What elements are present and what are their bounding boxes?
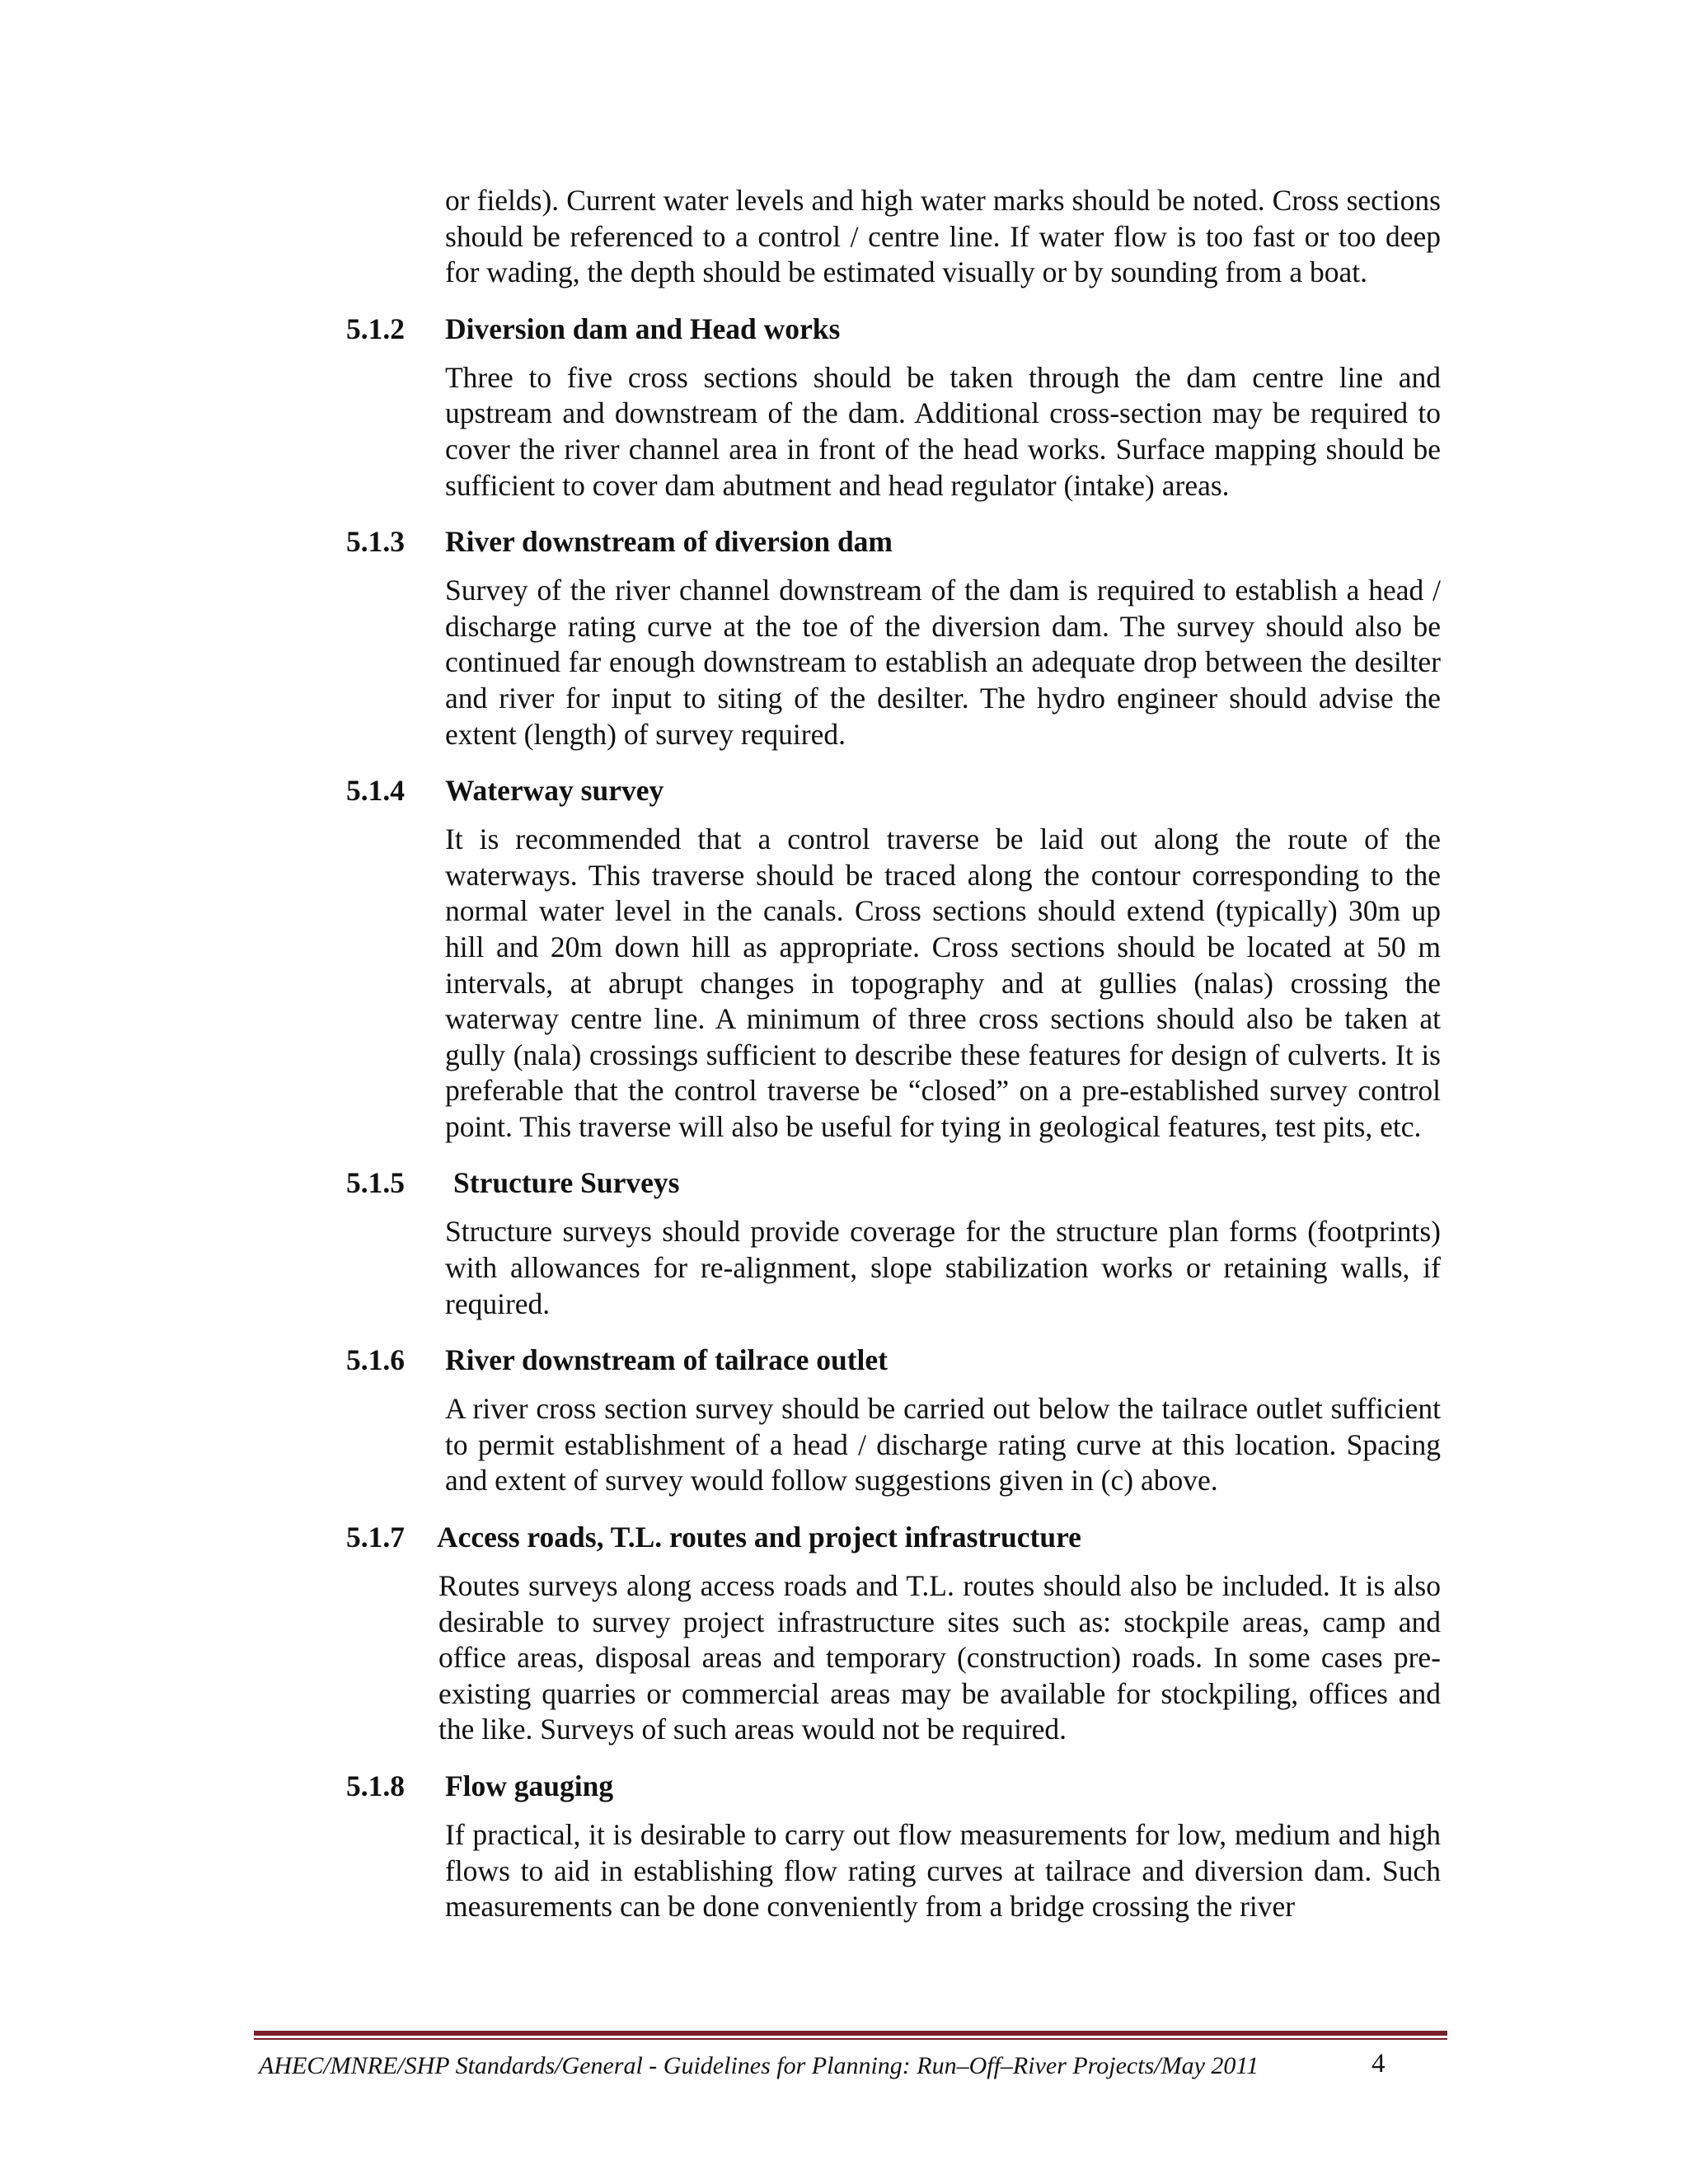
- section-number: 5.1.2: [346, 312, 405, 345]
- section-heading: [346, 1519, 1441, 1555]
- page-number: 4: [1372, 2049, 1386, 2079]
- section-number: 5.1.6: [346, 1343, 405, 1377]
- section-heading: [346, 1342, 1441, 1378]
- section-number: 5.1.8: [346, 1769, 405, 1802]
- section-heading: [346, 1165, 1441, 1201]
- section-title: Flow gauging: [445, 1769, 614, 1802]
- section-title: Diversion dam and Head works: [445, 312, 841, 345]
- section-number: 5.1.7: [346, 1521, 405, 1554]
- footer-text: AHEC/MNRE/SHP Standards/General - Guidelines for Planning: Run–Off–River Projects/May 2011: [259, 2052, 1259, 2079]
- section-title: Structure Surveys: [453, 1166, 680, 1200]
- section-5-1-7: [346, 1519, 1441, 1748]
- section-heading: [346, 311, 1441, 347]
- section-title: Waterway survey: [445, 774, 664, 808]
- footer-rule-thin: [254, 2038, 1447, 2040]
- section-paragraph: Three to five cross sections should be taken through the dam centre line and upstream and downstream of the dam. Additional cross-section may be required to cover the river channel area in front of the head works. Surface mapping should be sufficient to cover dam abutment and head regulator (intake) areas.: [445, 360, 1441, 502]
- section-5-1-6: [346, 1342, 1441, 1499]
- section-paragraph: If practical, it is desirable to carry out flow measurements for low, medium and high flows to aid in establishing flow rating curves at tailrace and diversion dam. Such measurements can be done conveniently from a bridge crossing the river: [445, 1818, 1441, 1924]
- section-5-1-8: [346, 1768, 1441, 1925]
- section-heading: [346, 1768, 1441, 1804]
- section-paragraph: Routes surveys along access roads and T.L. routes should also be included. It is also desirable to survey project infrastructure sites such as: stockpile areas, camp and office areas, disposal areas and temporary (construction) roads. In some cases pre-existing quarries or commercial areas may be available for stockpiling, offices and the like. Surveys of such areas would not be required.: [438, 1569, 1441, 1746]
- section-title: River downstream of diversion dam: [445, 525, 893, 559]
- section-5-1-3: [346, 523, 1441, 752]
- section-paragraph: A river cross section survey should be carried out below the tailrace outlet sufficient to permit establishment of a head / discharge rating curve at this location. Spacing and extent of survey would follow suggestions given in (c) above.: [445, 1392, 1441, 1497]
- section-title: Access roads, T.L. routes and project infrastructure: [437, 1521, 1081, 1554]
- intro-paragraph: or fields). Current water levels and high water marks should be noted. Cross sections should be referenced to a control / centre line. If water flow is too fast or too deep for wading, the depth should be estimated visually or by sounding from a boat.: [445, 184, 1441, 289]
- section-number: 5.1.5: [346, 1166, 405, 1200]
- section-5-1-2: [346, 311, 1441, 504]
- section-number: 5.1.4: [346, 774, 405, 808]
- section-paragraph: It is recommended that a control traverse be laid out along the route of the waterways. This traverse should be traced along the contour corresponding to the normal water level in the canals. Cross sections should extend (typically) 30m up hill and 20m down hill as appropriate. Cross sections should be located at 50 m intervals, at abrupt changes in topography and at gullies (nalas) crossing the waterway centre line. A minimum of three cross sections should also be taken at gully (nala) crossings sufficient to describe these features for design of culverts. It is preferable that the control traverse be “closed” on a pre-established survey control point. This traverse will also be useful for tying in geological features, test pits, etc.: [445, 823, 1441, 1143]
- section-number: 5.1.3: [346, 525, 405, 559]
- section-5-1-4: [346, 772, 1441, 1145]
- section-title: River downstream of tailrace outlet: [445, 1343, 888, 1377]
- section-paragraph: Structure surveys should provide coverage for the structure plan forms (footprints) with allowances for re-alignment, slope stabilization works or retaining walls, if required.: [445, 1215, 1441, 1320]
- section-heading: [346, 772, 1441, 808]
- section-heading: [346, 523, 1441, 560]
- footer-rule-thick: [254, 2031, 1447, 2036]
- section-5-1-5: [346, 1165, 1441, 1322]
- page-content: [346, 183, 1441, 1925]
- section-paragraph: Survey of the river channel downstream of the dam is required to establish a head / discharge rating curve at the toe of the diversion dam. The survey should also be continued far enough downstream to establish an adequate drop between the desilter and river for input to siting of the desilter. The hydro engineer should advise the extent (length) of survey required.: [445, 574, 1441, 751]
